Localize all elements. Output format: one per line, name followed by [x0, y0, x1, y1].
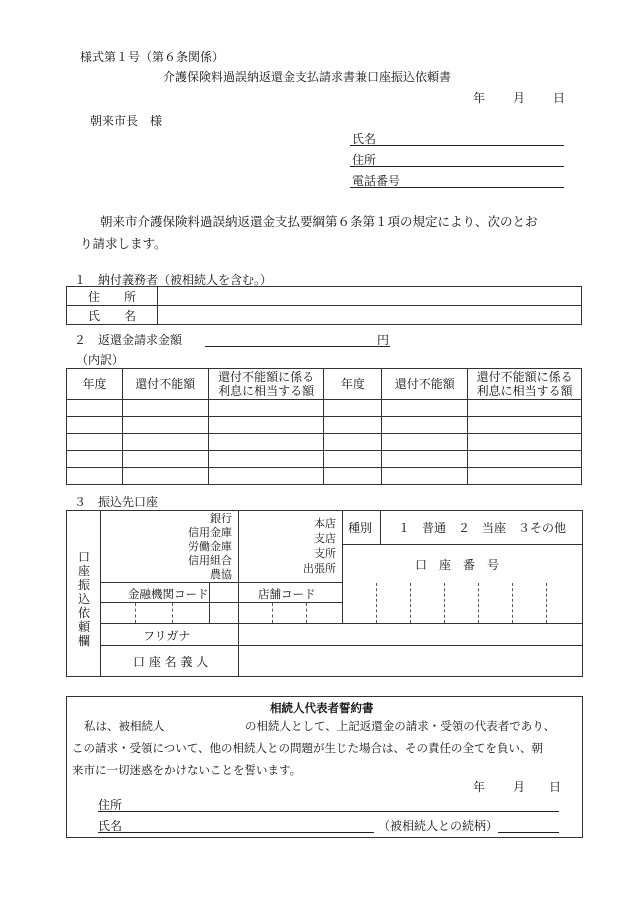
- pledge-name-label: 氏名: [98, 819, 123, 833]
- yen-unit: 円: [377, 333, 390, 347]
- date-month: 月: [513, 91, 526, 105]
- breakdown-label: （内訳）: [76, 353, 125, 367]
- col-interest-2: 還付不能額に係る 利息に相当する額: [468, 369, 582, 400]
- col-year-1: 年度: [67, 369, 123, 400]
- pledge-relation-label: （被相続人との続柄）: [378, 819, 499, 833]
- col-year-2: 年度: [324, 369, 382, 400]
- side-label: 口 座 振 込 依 頼 欄: [77, 550, 90, 648]
- applicant-address-field[interactable]: [350, 166, 564, 167]
- col-unrefundable-2: 還付不能額: [382, 369, 468, 400]
- account-type-options[interactable]: １ 普通 ２ 当座 ３その他: [398, 521, 567, 535]
- pledge-name-field[interactable]: [98, 832, 374, 833]
- bank-type-list: 銀行 信用金庫 労働金庫 信用組合 農協: [188, 512, 232, 581]
- pledge-date-month: 月: [513, 780, 526, 794]
- taxpayer-name-field[interactable]: [158, 306, 582, 325]
- table-row: [67, 434, 582, 451]
- table-row: [67, 451, 582, 468]
- applicant-phone-label: 電話番号: [352, 174, 401, 188]
- col-interest-1: 還付不能額に係る 利息に相当する額: [208, 369, 324, 400]
- intro-line-2: り請求します。: [80, 236, 167, 251]
- taxpayer-address-label: 住 所: [67, 287, 158, 306]
- pledge-line-3: 来市に一切迷惑をかけないことを誓います。: [72, 763, 302, 777]
- table-row: [67, 417, 582, 434]
- section3-heading: ３ 振込先口座: [74, 495, 159, 509]
- applicant-name-label: 氏名: [352, 132, 377, 146]
- applicant-address-label: 住所: [352, 153, 377, 167]
- taxpayer-table: [66, 286, 582, 325]
- col-unrefundable-1: 還付不能額: [122, 369, 208, 400]
- account-type-label: 種別: [348, 521, 373, 535]
- taxpayer-address-field[interactable]: [158, 287, 582, 306]
- pledge-date-year: 年: [473, 780, 486, 794]
- pledge-line-2: この請求・受領について、他の相続人との問題が生じた場合は、その責任の全てを負い、朝: [72, 741, 544, 755]
- branch-code-label: 店舗コード: [258, 587, 316, 601]
- section2-heading: ２ 返還金請求金額: [74, 333, 183, 347]
- form-number: 様式第１号（第６条関係）: [80, 50, 225, 64]
- pledge-date-day: 日: [549, 780, 562, 794]
- pledge-relation-field[interactable]: [498, 832, 559, 833]
- account-holder-label: 口 座 名 義 人: [133, 655, 209, 669]
- table-row: [67, 400, 582, 417]
- addressee: 朝来市長 様: [90, 114, 163, 128]
- account-number-label: 口 座 番 号: [415, 558, 500, 572]
- breakdown-table: [66, 368, 582, 485]
- taxpayer-name-label: 氏 名: [67, 306, 158, 325]
- furigana-label: フリガナ: [143, 629, 191, 643]
- applicant-phone-field[interactable]: [350, 187, 564, 188]
- table-row: [67, 468, 582, 485]
- pledge-line-1: 私は、被相続人 の相続人として、上記返還金の請求・受領の代表者であり、: [84, 719, 556, 733]
- document-title: 介護保険料過誤納返還金支払請求書兼口座振込依頼書: [163, 70, 452, 84]
- section1-heading: １ 納付義務者（被相続人を含む。）: [74, 273, 273, 287]
- bank-code-label: 金融機関コード: [128, 587, 209, 601]
- pledge-address-label: 住所: [98, 798, 123, 812]
- date-day: 日: [553, 91, 566, 105]
- refund-amount-field[interactable]: [205, 346, 390, 347]
- branch-type-list: 本店 支店 支所 出張所: [303, 517, 336, 575]
- pledge-address-field[interactable]: [98, 811, 559, 812]
- date-year: 年: [473, 91, 486, 105]
- pledge-title: 相続人代表者誓約書: [270, 701, 374, 715]
- applicant-name-field[interactable]: [350, 145, 564, 146]
- intro-line-1: 朝来市介護保険料過誤納返還金支払要綱第６条第１項の規定により、次のとお: [100, 214, 538, 229]
